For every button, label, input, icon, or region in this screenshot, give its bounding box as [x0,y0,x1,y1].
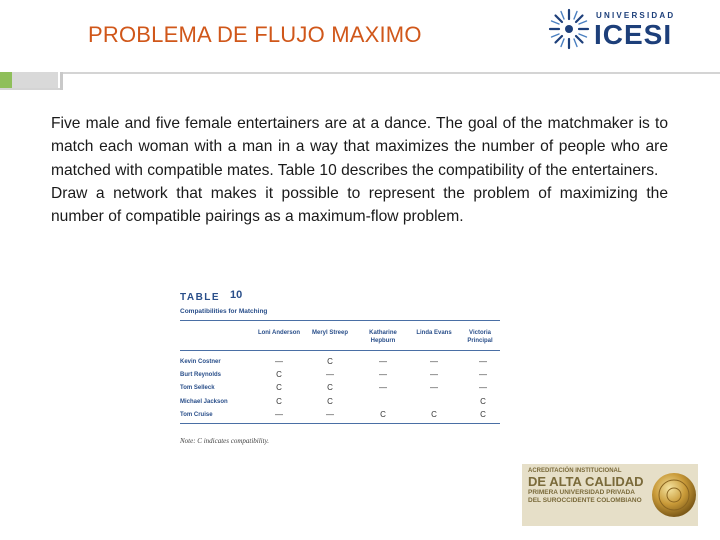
seal-line-3: PRIMERA UNIVERSIDAD PRIVADA [528,489,635,496]
table-row-label: Tom Cruise [180,412,213,418]
problem-paragraph-1: Five male and five female entertainers are at a dance. The goal of the matchmaker is to match each woman with a man in a way that maximizes the number of people who are matched with compatible mates. Table 10 describes the compatibility of the entertainers. [51,115,668,179]
table-cell: — [326,410,334,419]
problem-statement [51,112,668,228]
table-cell: — [479,383,487,392]
table-caption: Compatibilities for Matching [180,308,268,315]
table-cell: — [326,370,334,379]
header-rule [63,72,720,74]
table-cell: — [275,410,283,419]
seal-text [528,468,644,505]
accreditation-seal [522,464,698,526]
header-accent-green [0,72,12,88]
table-column-header: Victoria Principal [467,330,493,344]
slide-title: PROBLEMA DE FLUJO MAXIMO [88,22,422,47]
table-cell: — [430,357,438,366]
table-cell: C [276,397,282,406]
header-divider [60,72,63,90]
table-number: 10 [230,289,243,301]
header-rule-left [0,88,60,90]
table-top-rule [180,320,500,321]
table-column-header: Linda Evans [416,330,452,336]
seal-line-4: DEL SUROCCIDENTE COLOMBIANO [528,497,642,504]
table-cell: C [327,357,333,366]
seal-line-2: DE ALTA CALIDAD [528,474,644,489]
table-cell: C [380,410,386,419]
university-logo [548,8,698,48]
table-cell: C [480,410,486,419]
table-row-label: Burt Reynolds [180,372,222,378]
table-bottom-rule [180,423,500,424]
table-cell: — [479,370,487,379]
table-cell: — [430,370,438,379]
table-cell: — [479,357,487,366]
seal-line-1: ACREDITACIÓN INSTITUCIONAL [528,468,622,474]
table-cell: C [327,383,333,392]
logo-emblem-icon [548,8,590,50]
table-cell: C [276,383,282,392]
table-cell: C [327,397,333,406]
logo-university-label: UNIVERSIDAD [596,11,676,20]
table-row-label: Kevin Costner [180,359,221,365]
compatibility-table [180,289,500,452]
table-cell: — [379,357,387,366]
header-accent-gray [12,72,58,88]
problem-paragraph-2: Draw a network that makes it possible to represent the problem of maximizing the number of compatible pairings as a maximum-flow problem. [51,184,668,226]
table-label: TABLE [180,292,221,303]
table-cell: — [275,357,283,366]
logo-wordmark: ICESI [594,19,673,50]
table-column-header: Meryl Streep [311,330,348,336]
table-cell: C [480,397,486,406]
table-cell: — [379,383,387,392]
table-row-label: Tom Selleck [180,385,215,391]
gold-medal-icon [650,470,698,520]
table-header-rule [180,350,500,351]
table-column-header: Loni Anderson [257,330,301,336]
table-column-header: Katharine Hepburn [369,330,397,344]
table-cell: C [431,410,437,419]
table-row-label: Michael Jackson [180,399,228,405]
table-cell: — [430,383,438,392]
table-note: Note: C indicates compatibility. [180,437,270,445]
table-cell: C [276,370,282,379]
table-cell: — [379,370,387,379]
